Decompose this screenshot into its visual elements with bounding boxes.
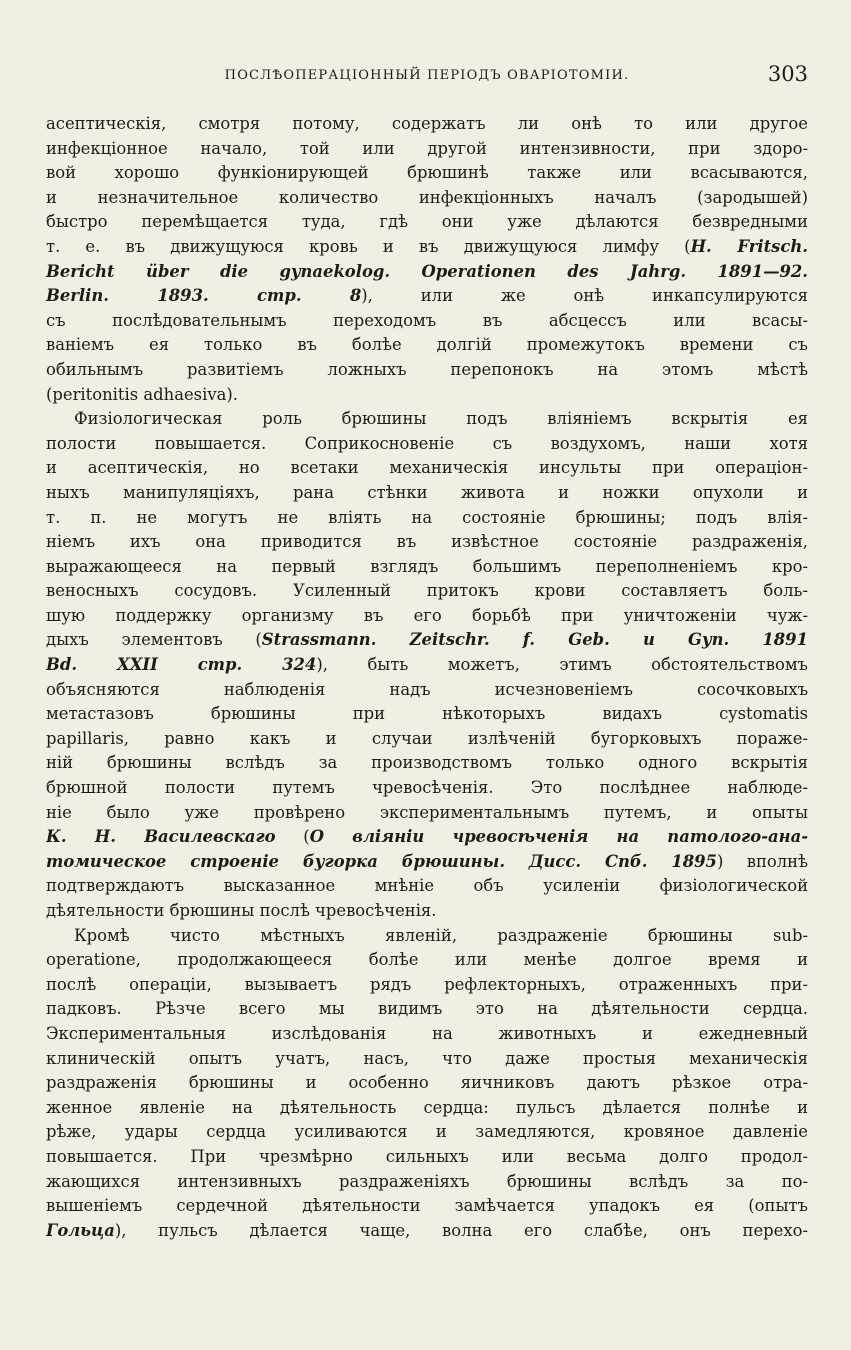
citation-author: К. Н. Василевскаго xyxy=(46,827,276,847)
text-line: Bd. XXII стр. 324), быть можетъ, этимъ обстоятельствомъ xyxy=(46,655,808,675)
text-line: Экспериментальныя изслѣдованiя на животныхъ и ежедневный xyxy=(46,1023,808,1043)
text-line: шую поддержку организму въ его борьбѣ при уничтоженiи чуж- xyxy=(46,605,808,625)
text-line: т. е. въ движущуюся кровь и въ движущуюся лимфу (H. Fritsch. xyxy=(46,236,808,256)
text-line: томическое строенiе бугорка брюшины. Дисс. Спб. 1895) вполнѣ xyxy=(46,851,808,871)
text-line xyxy=(46,260,808,285)
text-line: рѣже, удары сердца усиливаются и замедляются, кровяное давленiе xyxy=(46,1122,808,1142)
text-line: инфекцiонное начало, той или другой интензивности, при здоро- xyxy=(46,138,808,158)
text-line: т. п. не могутъ не влiять на состоянiе брюшины; подъ влiя- xyxy=(46,507,808,527)
text-line: Berlin. 1893. стр. 8), или же онѣ инкапсулируются xyxy=(46,286,808,306)
text-line: клиническiй опытъ учатъ, насъ, что даже простыя механическiя xyxy=(46,1048,808,1068)
text-line: (peritonitis adhaesiva). xyxy=(46,384,238,404)
text-line: К. Н. Василевскаго (О влiянiи чревосѣченiя на патолого-ана- xyxy=(46,827,808,847)
text-line: быстро перемѣщается туда, гдѣ они уже дѣлаются безвредными xyxy=(46,212,808,232)
text-line: и незначительное количество инфекцiонныхъ началъ (зародышей) xyxy=(46,187,808,207)
text-line: нiемъ ихъ она приводится въ извѣстное состоянiе раздраженiя, xyxy=(46,532,808,552)
text-line: съ послѣдовательнымъ переходомъ въ абсцессъ или всасы- xyxy=(46,310,808,330)
text-line: падковъ. Рѣзче всего мы видимъ это на дѣятельности сердца. xyxy=(46,999,808,1019)
text-line: объясняются наблюденiя надъ исчезновенiемъ сосочковыхъ xyxy=(46,679,808,699)
citation-place: Berlin. 1893. стр. 8 xyxy=(46,286,362,306)
text-line: дѣятельности брюшины послѣ чревосѣченiя. xyxy=(46,901,437,920)
running-head xyxy=(46,62,808,92)
text-line: и асептическiя, но всетаки механическiя инсульты при операцiон- xyxy=(46,458,808,478)
body-text xyxy=(46,112,808,1243)
text-line: повышается. При чрезмѣрно сильныхъ или весьма долго продол- xyxy=(46,1146,808,1166)
citation-author: H. Fritsch. xyxy=(690,236,808,256)
text-line: Гольца), пульсъ дѣлается чаще, волна его слабѣе, онъ перехо- xyxy=(46,1220,808,1240)
paragraph-start-line: Физiологическая роль брюшины подъ влiянiемъ вскрытiя ея xyxy=(74,409,808,429)
text-line: обильнымъ развитiемъ ложныхъ перепонокъ на этомъ мѣстѣ xyxy=(46,359,808,379)
text-line: дыхъ элементовъ (Strassmann. Zeitschr. f. Geb. и Gyn. 1891 xyxy=(46,630,808,650)
text-line: нiй брюшины вслѣдъ за производствомъ только одного вскрытiя xyxy=(46,753,808,773)
citation-title: О влiянiи чревосѣченiя на патолого-ана- xyxy=(309,827,808,847)
citation: Bd. XXII стр. 324 xyxy=(46,655,317,675)
text-line: метастазовъ брюшины при нѣкоторыхъ видахъ cystomatis xyxy=(46,704,808,724)
text-line: послѣ операцiи, вызываетъ рядъ рефлекторныхъ, отраженныхъ при- xyxy=(46,974,808,994)
text-line: нiе было уже провѣрено экспериментальнымъ путемъ, и опыты xyxy=(46,802,808,822)
text-line: выражающееся на первый взглядъ большимъ переполненiемъ кро- xyxy=(46,556,808,576)
text-line: operatione, продолжающееся болѣе или менѣе долгое время и xyxy=(46,950,808,970)
text-line: жающихся интензивныхъ раздраженiяхъ брюшины вслѣдъ за по- xyxy=(46,1171,808,1191)
text-line: асептическiя, смотря потому, содержатъ ли онѣ то или другое xyxy=(46,114,808,133)
text-line: женное явленiе на дѣятельность сердца: пульсъ дѣлается полнѣе и xyxy=(46,1097,808,1117)
text-line: полости повышается. Соприкосновенiе съ воздухомъ, наши хотя xyxy=(46,433,808,453)
citation-author: Гольца xyxy=(46,1220,115,1240)
text-line: подтверждаютъ высказанное мнѣнiе объ усиленiи физiологической xyxy=(46,876,808,896)
paragraph-start-line: Кромѣ чисто мѣстныхъ явленiй, раздраженiе брюшины sub- xyxy=(74,925,808,945)
text-line: раздраженiя брюшины и особенно яичниковъ даютъ рѣзкое отра- xyxy=(46,1073,808,1093)
text-line: ванiемъ ея только въ болѣе долгiй промежутокъ времени съ xyxy=(46,335,808,355)
running-title: ПОСЛѢОПЕРАЦIОННЫЙ ПЕРIОДЪ ОВАРIОТОМIИ. xyxy=(224,68,630,83)
text-line: ныхъ манипуляцiяхъ, рана стѣнки живота и ножки опухоли и xyxy=(46,482,808,502)
page-number: 303 xyxy=(767,62,808,86)
text-line: вышенiемъ сердечной дѣятельности замѣчается упадокъ ея (опытъ xyxy=(46,1196,808,1216)
text-line: вой хорошо функiонирующей брюшинѣ также или всасываются, xyxy=(46,163,808,183)
text-line: papillaris, равно какъ и случаи излѣченiй бугорковыхъ пораже- xyxy=(46,728,808,748)
citation-title: томическое строенiе бугорка брюшины. Дисс. Спб. 1895 xyxy=(46,851,717,871)
text-line: брюшной полости путемъ чревосѣченiя. Это послѣднее наблюде- xyxy=(46,778,808,798)
citation: Strassmann. Zeitschr. f. Geb. и Gyn. 1891 xyxy=(261,630,808,650)
text-line: веносныхъ сосудовъ. Усиленный притокъ крови составляетъ боль- xyxy=(46,581,808,601)
citation-title: Bericht über die gynaekolog. Operationen des Jahrg. 1891—92. xyxy=(46,261,808,281)
